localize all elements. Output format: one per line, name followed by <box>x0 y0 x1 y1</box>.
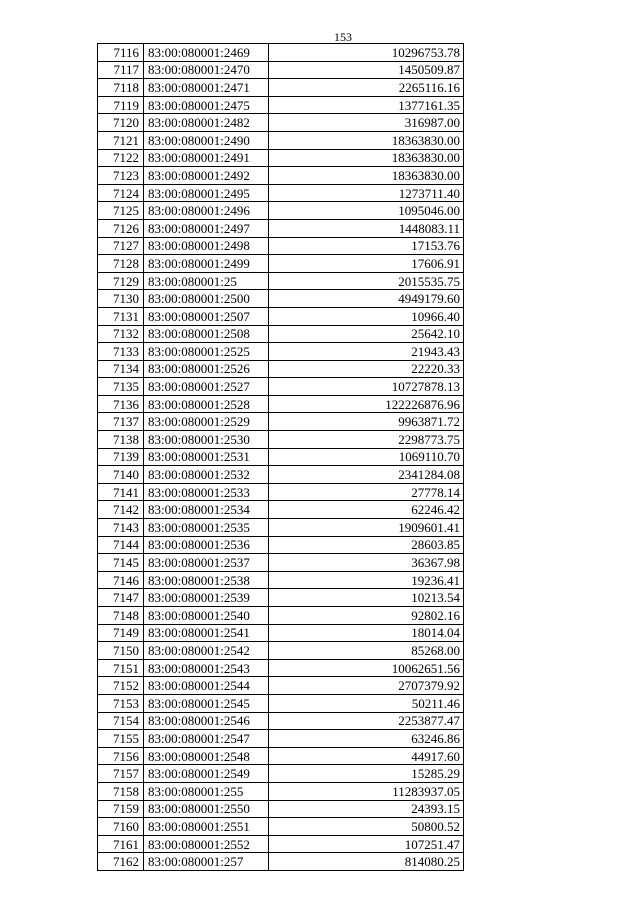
row-number-cell: 7120 <box>98 114 144 132</box>
cadastral-number-cell: 83:00:080001:2490 <box>144 131 269 149</box>
table-row <box>98 624 464 642</box>
table-row <box>98 607 464 625</box>
table-body <box>98 44 464 871</box>
row-number-cell: 7119 <box>98 96 144 114</box>
cadastral-number-cell: 83:00:080001:2533 <box>144 483 269 501</box>
value-cell: 1909601.41 <box>269 519 464 537</box>
value-cell: 50800.52 <box>269 818 464 836</box>
row-number-cell: 7125 <box>98 202 144 220</box>
row-number-cell: 7157 <box>98 765 144 783</box>
cadastral-number-cell: 83:00:080001:2496 <box>144 202 269 220</box>
table-row <box>98 343 464 361</box>
table-row <box>98 730 464 748</box>
table-row <box>98 677 464 695</box>
cadastral-number-cell: 83:00:080001:2550 <box>144 800 269 818</box>
value-cell: 10296753.78 <box>269 44 464 62</box>
row-number-cell: 7131 <box>98 307 144 325</box>
table-row <box>98 659 464 677</box>
row-number-cell: 7154 <box>98 712 144 730</box>
cadastral-number-cell: 83:00:080001:2544 <box>144 677 269 695</box>
cadastral-number-cell: 83:00:080001:2497 <box>144 219 269 237</box>
row-number-cell: 7156 <box>98 747 144 765</box>
row-number-cell: 7161 <box>98 835 144 853</box>
cadastral-number-cell: 83:00:080001:2507 <box>144 307 269 325</box>
value-cell: 1273711.40 <box>269 184 464 202</box>
row-number-cell: 7141 <box>98 483 144 501</box>
table-row <box>98 448 464 466</box>
cadastral-number-cell: 83:00:080001:2529 <box>144 413 269 431</box>
value-cell: 1448083.11 <box>269 219 464 237</box>
table-row <box>98 818 464 836</box>
cadastral-number-cell: 83:00:080001:2551 <box>144 818 269 836</box>
row-number-cell: 7126 <box>98 219 144 237</box>
table-row <box>98 853 464 871</box>
value-cell: 1377161.35 <box>269 96 464 114</box>
value-cell: 2265116.16 <box>269 79 464 97</box>
cadastral-number-cell: 83:00:080001:2541 <box>144 624 269 642</box>
table-row <box>98 519 464 537</box>
cadastral-number-cell: 83:00:080001:2500 <box>144 290 269 308</box>
row-number-cell: 7121 <box>98 131 144 149</box>
cadastral-number-cell: 83:00:080001:2546 <box>144 712 269 730</box>
value-cell: 1450509.87 <box>269 61 464 79</box>
cadastral-number-cell: 83:00:080001:2470 <box>144 61 269 79</box>
row-number-cell: 7153 <box>98 694 144 712</box>
value-cell: 2015535.75 <box>269 272 464 290</box>
value-cell: 316987.00 <box>269 114 464 132</box>
table-row <box>98 219 464 237</box>
row-number-cell: 7150 <box>98 642 144 660</box>
table-row <box>98 835 464 853</box>
value-cell: 10213.54 <box>269 589 464 607</box>
table-row <box>98 79 464 97</box>
table-row <box>98 184 464 202</box>
row-number-cell: 7117 <box>98 61 144 79</box>
value-cell: 18014.04 <box>269 624 464 642</box>
value-cell: 24393.15 <box>269 800 464 818</box>
table-row <box>98 96 464 114</box>
table-row <box>98 589 464 607</box>
table-row <box>98 272 464 290</box>
cadastral-value-table <box>97 43 464 871</box>
table-row <box>98 237 464 255</box>
value-cell: 19236.41 <box>269 571 464 589</box>
row-number-cell: 7158 <box>98 782 144 800</box>
row-number-cell: 7138 <box>98 431 144 449</box>
page-number: 153 <box>334 30 352 44</box>
table-row <box>98 554 464 572</box>
cadastral-number-cell: 83:00:080001:2552 <box>144 835 269 853</box>
cadastral-number-cell: 83:00:080001:2542 <box>144 642 269 660</box>
row-number-cell: 7148 <box>98 607 144 625</box>
row-number-cell: 7142 <box>98 501 144 519</box>
cadastral-number-cell: 83:00:080001:2530 <box>144 431 269 449</box>
cadastral-number-cell: 83:00:080001:2471 <box>144 79 269 97</box>
value-cell: 2707379.92 <box>269 677 464 695</box>
value-cell: 4949179.60 <box>269 290 464 308</box>
row-number-cell: 7159 <box>98 800 144 818</box>
value-cell: 17606.91 <box>269 255 464 273</box>
value-cell: 17153.76 <box>269 237 464 255</box>
row-number-cell: 7134 <box>98 360 144 378</box>
table-row <box>98 167 464 185</box>
cadastral-number-cell: 83:00:080001:2545 <box>144 694 269 712</box>
cadastral-number-cell: 83:00:080001:2492 <box>144 167 269 185</box>
value-cell: 44917.60 <box>269 747 464 765</box>
row-number-cell: 7139 <box>98 448 144 466</box>
table-row <box>98 466 464 484</box>
table-row <box>98 149 464 167</box>
row-number-cell: 7162 <box>98 853 144 871</box>
value-cell: 107251.47 <box>269 835 464 853</box>
table-row <box>98 782 464 800</box>
cadastral-number-cell: 83:00:080001:2525 <box>144 343 269 361</box>
cadastral-number-cell: 83:00:080001:2528 <box>144 395 269 413</box>
row-number-cell: 7127 <box>98 237 144 255</box>
cadastral-number-cell: 83:00:080001:2469 <box>144 44 269 62</box>
cadastral-number-cell: 83:00:080001:2498 <box>144 237 269 255</box>
row-number-cell: 7140 <box>98 466 144 484</box>
table-row <box>98 765 464 783</box>
value-cell: 92802.16 <box>269 607 464 625</box>
row-number-cell: 7147 <box>98 589 144 607</box>
table-row <box>98 360 464 378</box>
table-row <box>98 395 464 413</box>
table-row <box>98 413 464 431</box>
value-cell: 814080.25 <box>269 853 464 871</box>
table-row <box>98 44 464 62</box>
value-cell: 2298773.75 <box>269 431 464 449</box>
cadastral-number-cell: 83:00:080001:2508 <box>144 325 269 343</box>
cadastral-number-cell: 83:00:080001:2538 <box>144 571 269 589</box>
cadastral-number-cell: 83:00:080001:255 <box>144 782 269 800</box>
row-number-cell: 7152 <box>98 677 144 695</box>
row-number-cell: 7145 <box>98 554 144 572</box>
row-number-cell: 7133 <box>98 343 144 361</box>
value-cell: 2253877.47 <box>269 712 464 730</box>
row-number-cell: 7128 <box>98 255 144 273</box>
value-cell: 18363830.00 <box>269 149 464 167</box>
cadastral-number-cell: 83:00:080001:2540 <box>144 607 269 625</box>
cadastral-number-cell: 83:00:080001:2499 <box>144 255 269 273</box>
row-number-cell: 7116 <box>98 44 144 62</box>
table-row <box>98 325 464 343</box>
cadastral-number-cell: 83:00:080001:2482 <box>144 114 269 132</box>
cadastral-number-cell: 83:00:080001:2539 <box>144 589 269 607</box>
table-row <box>98 61 464 79</box>
table-row <box>98 642 464 660</box>
table-row <box>98 536 464 554</box>
table-row <box>98 202 464 220</box>
cadastral-number-cell: 83:00:080001:2549 <box>144 765 269 783</box>
cadastral-number-cell: 83:00:080001:2535 <box>144 519 269 537</box>
value-cell: 1095046.00 <box>269 202 464 220</box>
row-number-cell: 7146 <box>98 571 144 589</box>
row-number-cell: 7130 <box>98 290 144 308</box>
value-cell: 18363830.00 <box>269 167 464 185</box>
row-number-cell: 7122 <box>98 149 144 167</box>
value-cell: 11283937.05 <box>269 782 464 800</box>
value-cell: 25642.10 <box>269 325 464 343</box>
row-number-cell: 7124 <box>98 184 144 202</box>
cadastral-number-cell: 83:00:080001:2543 <box>144 659 269 677</box>
cadastral-number-cell: 83:00:080001:2532 <box>144 466 269 484</box>
cadastral-number-cell: 83:00:080001:257 <box>144 853 269 871</box>
table-row <box>98 378 464 396</box>
table-row <box>98 694 464 712</box>
table-row <box>98 131 464 149</box>
row-number-cell: 7135 <box>98 378 144 396</box>
value-cell: 10727878.13 <box>269 378 464 396</box>
cadastral-number-cell: 83:00:080001:2548 <box>144 747 269 765</box>
cadastral-number-cell: 83:00:080001:2527 <box>144 378 269 396</box>
cadastral-number-cell: 83:00:080001:2495 <box>144 184 269 202</box>
cadastral-number-cell: 83:00:080001:2526 <box>144 360 269 378</box>
row-number-cell: 7155 <box>98 730 144 748</box>
table-row <box>98 255 464 273</box>
row-number-cell: 7118 <box>98 79 144 97</box>
row-number-cell: 7137 <box>98 413 144 431</box>
table-row <box>98 800 464 818</box>
value-cell: 15285.29 <box>269 765 464 783</box>
table-row <box>98 747 464 765</box>
table-row <box>98 501 464 519</box>
value-cell: 50211.46 <box>269 694 464 712</box>
row-number-cell: 7132 <box>98 325 144 343</box>
table-row <box>98 712 464 730</box>
cadastral-number-cell: 83:00:080001:2534 <box>144 501 269 519</box>
value-cell: 22220.33 <box>269 360 464 378</box>
row-number-cell: 7143 <box>98 519 144 537</box>
row-number-cell: 7160 <box>98 818 144 836</box>
value-cell: 63246.86 <box>269 730 464 748</box>
value-cell: 18363830.00 <box>269 131 464 149</box>
cadastral-number-cell: 83:00:080001:2475 <box>144 96 269 114</box>
row-number-cell: 7151 <box>98 659 144 677</box>
cadastral-number-cell: 83:00:080001:2537 <box>144 554 269 572</box>
value-cell: 28603.85 <box>269 536 464 554</box>
row-number-cell: 7136 <box>98 395 144 413</box>
value-cell: 62246.42 <box>269 501 464 519</box>
cadastral-number-cell: 83:00:080001:25 <box>144 272 269 290</box>
table-row <box>98 571 464 589</box>
cadastral-number-cell: 83:00:080001:2547 <box>144 730 269 748</box>
row-number-cell: 7123 <box>98 167 144 185</box>
cadastral-number-cell: 83:00:080001:2491 <box>144 149 269 167</box>
table-row <box>98 431 464 449</box>
value-cell: 122226876.96 <box>269 395 464 413</box>
value-cell: 21943.43 <box>269 343 464 361</box>
value-cell: 85268.00 <box>269 642 464 660</box>
row-number-cell: 7129 <box>98 272 144 290</box>
cadastral-number-cell: 83:00:080001:2531 <box>144 448 269 466</box>
value-cell: 10966.40 <box>269 307 464 325</box>
value-cell: 1069110.70 <box>269 448 464 466</box>
value-cell: 2341284.08 <box>269 466 464 484</box>
table-row <box>98 307 464 325</box>
value-cell: 10062651.56 <box>269 659 464 677</box>
cadastral-number-cell: 83:00:080001:2536 <box>144 536 269 554</box>
table-row <box>98 290 464 308</box>
value-cell: 36367.98 <box>269 554 464 572</box>
value-cell: 9963871.72 <box>269 413 464 431</box>
row-number-cell: 7149 <box>98 624 144 642</box>
row-number-cell: 7144 <box>98 536 144 554</box>
table-row <box>98 114 464 132</box>
value-cell: 27778.14 <box>269 483 464 501</box>
table-row <box>98 483 464 501</box>
